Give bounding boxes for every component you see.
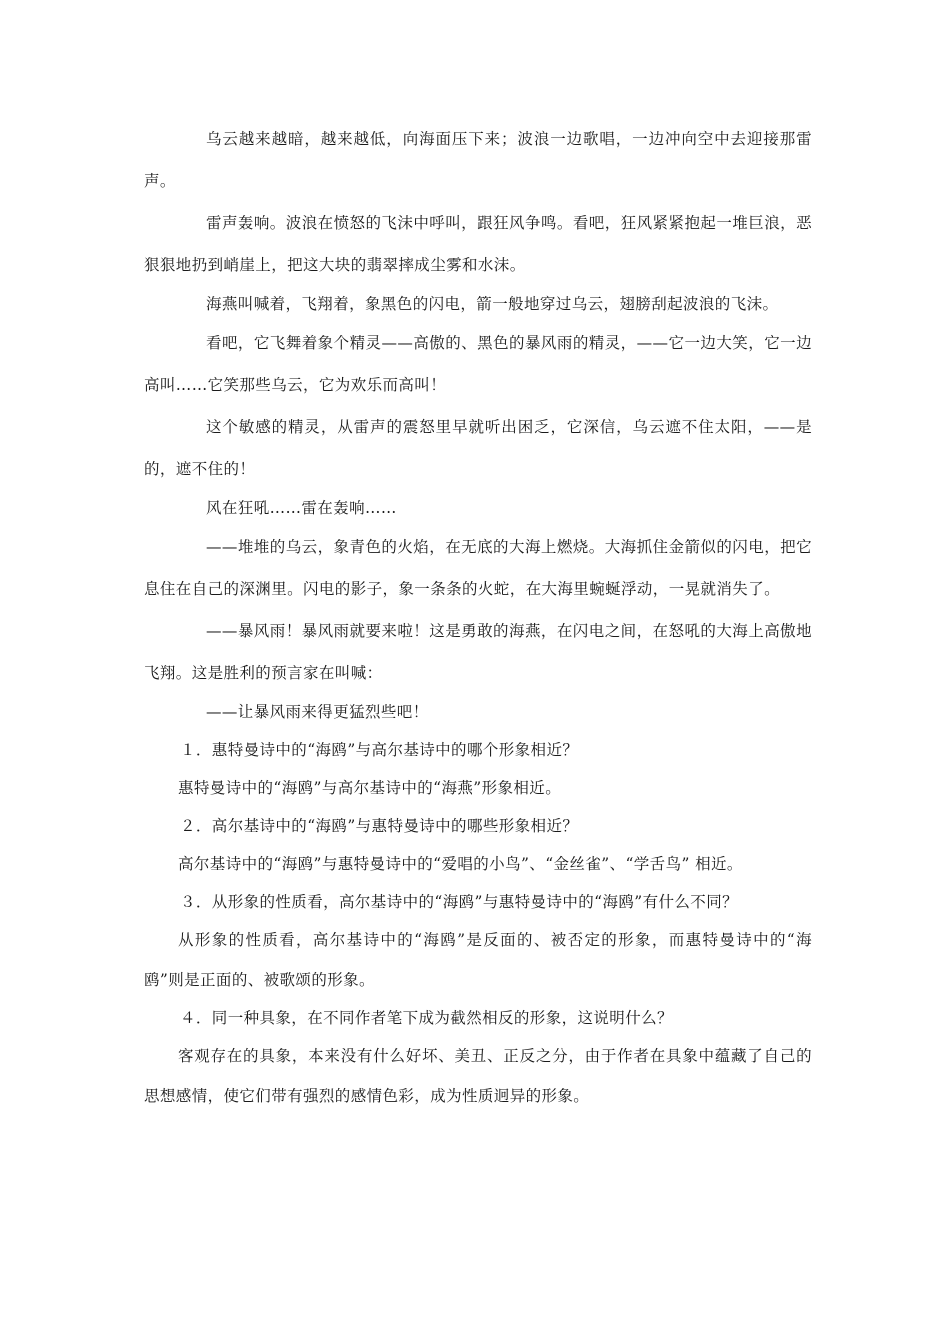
question-3: ３．从形象的性质看，高尔基诗中的“海鸥”与惠特曼诗中的“海鸥”有什么不同？ — [180, 893, 738, 911]
answer-3: 从形象的性质看，高尔基诗中的“海鸥”是反面的、被否定的形象，而惠特曼诗中的“海鸥”则是正面的、被歌颂的形象。 — [144, 931, 812, 989]
answer-1: 惠特曼诗中的“海鸥”与高尔基诗中的“海燕”形象相近。 — [178, 779, 562, 797]
document-body — [144, 118, 812, 1116]
passage-paragraph-2: 雷声轰响。波浪在愤怒的飞沫中呼叫，跟狂风争鸣。看吧，狂风紧紧抱起一堆巨浪，恶狠狠地扔到峭崖上，把这大块的翡翠摔成尘雾和水沫。 — [144, 214, 812, 274]
question-4: ４．同一种具象，在不同作者笔下成为截然相反的形象，这说明什么？ — [180, 1009, 673, 1027]
passage-paragraph-6: 风在狂吼……雷在轰响…… — [206, 499, 397, 517]
passage-paragraph-4: 看吧，它飞舞着象个精灵——高傲的、黑色的暴风雨的精灵，——它一边大笑，它一边高叫……它笑那些乌云，它为欢乐而高叫！ — [144, 334, 812, 394]
passage-paragraph-3: 海燕叫喊着，飞翔着，象黑色的闪电，箭一般地穿过乌云，翅膀刮起波浪的飞沫。 — [206, 295, 779, 313]
question-1: １．惠特曼诗中的“海鸥”与高尔基诗中的哪个形象相近？ — [180, 741, 579, 759]
passage-paragraph-1: 乌云越来越暗，越来越低，向海面压下来；波浪一边歌唱，一边冲向空中去迎接那雷声。 — [144, 130, 812, 190]
passage-paragraph-5: 这个敏感的精灵，从雷声的震怒里早就听出困乏，它深信，乌云遮不住太阳，——是的，遮不住的！ — [144, 418, 812, 478]
passage-paragraph-7: ——堆堆的乌云，象青色的火焰，在无底的大海上燃烧。大海抓住金箭似的闪电，把它息住在自己的深渊里。闪电的影子，象一条条的火蛇，在大海里蜿蜒浮动，一晃就消失了。 — [144, 538, 812, 598]
passage-paragraph-8: ——暴风雨！暴风雨就要来啦！这是勇敢的海燕，在闪电之间，在怒吼的大海上高傲地飞翔。这是胜利的预言家在叫喊： — [144, 622, 812, 682]
answer-4: 客观存在的具象，本来没有什么好坏、美丑、正反之分，由于作者在具象中蕴藏了自己的思想感情，使它们带有强烈的感情色彩，成为性质迥异的形象。 — [144, 1047, 812, 1105]
answer-2: 高尔基诗中的“海鸥”与惠特曼诗中的“爱唱的小鸟”、“金丝雀”、“学舌鸟” 相近。 — [178, 855, 743, 873]
passage-paragraph-9: ——让暴风雨来得更猛烈些吧！ — [206, 703, 429, 721]
question-2: ２．高尔基诗中的“海鸥”与惠特曼诗中的哪些形象相近？ — [180, 817, 579, 835]
